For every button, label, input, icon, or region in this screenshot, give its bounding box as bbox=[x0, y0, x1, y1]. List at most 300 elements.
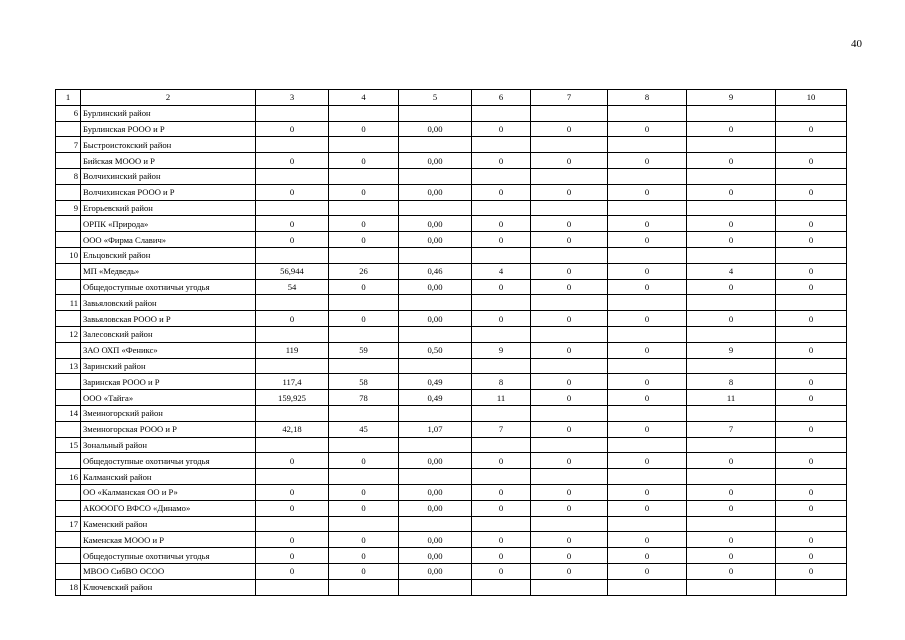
organization-row bbox=[56, 216, 847, 232]
table-cell: 0,50 bbox=[399, 342, 472, 358]
table-cell bbox=[399, 358, 472, 374]
table-cell: 0,00 bbox=[399, 153, 472, 169]
table-cell: 0 bbox=[472, 184, 531, 200]
table-cell: 0,00 bbox=[399, 548, 472, 564]
table-cell: 0 bbox=[608, 263, 687, 279]
table-cell bbox=[687, 137, 776, 153]
table-cell: 0 bbox=[472, 532, 531, 548]
table-cell: 0 bbox=[531, 311, 608, 327]
table-cell bbox=[472, 137, 531, 153]
table-cell: 0,00 bbox=[399, 121, 472, 137]
table-cell bbox=[531, 168, 608, 184]
table-cell bbox=[687, 105, 776, 121]
table-cell: 0 bbox=[776, 153, 847, 169]
column-header: 5 bbox=[399, 90, 472, 106]
organization-name: Змеиногорская РООО и Р bbox=[81, 421, 256, 437]
district-name: Егорьевский район bbox=[81, 200, 256, 216]
organization-name: ЗАО ОХП «Феникс» bbox=[81, 342, 256, 358]
table-cell bbox=[329, 358, 399, 374]
table-cell bbox=[329, 200, 399, 216]
table-cell: 0 bbox=[531, 184, 608, 200]
table-cell: 0 bbox=[776, 374, 847, 390]
district-row bbox=[56, 326, 847, 342]
table-cell: 0 bbox=[776, 184, 847, 200]
table-cell: 0 bbox=[776, 279, 847, 295]
table-cell: 0 bbox=[776, 216, 847, 232]
table-cell bbox=[399, 137, 472, 153]
table-cell: 0 bbox=[608, 390, 687, 406]
column-header: 4 bbox=[329, 90, 399, 106]
table-cell bbox=[329, 516, 399, 532]
table-cell: 0 bbox=[687, 484, 776, 500]
table-cell bbox=[608, 358, 687, 374]
organization-row bbox=[56, 184, 847, 200]
district-name: Завьяловский район bbox=[81, 295, 256, 311]
table-cell bbox=[776, 200, 847, 216]
table-cell: 0 bbox=[776, 548, 847, 564]
table-cell: 0 bbox=[531, 216, 608, 232]
table-cell bbox=[531, 469, 608, 485]
table-cell bbox=[399, 247, 472, 263]
table-cell: 0 bbox=[329, 184, 399, 200]
row-number bbox=[56, 232, 81, 248]
table-cell: 11 bbox=[472, 390, 531, 406]
district-name: Калманский район bbox=[81, 469, 256, 485]
table-cell: 0 bbox=[776, 121, 847, 137]
table-cell: 0 bbox=[329, 563, 399, 579]
table-cell: 0 bbox=[531, 563, 608, 579]
row-number: 13 bbox=[56, 358, 81, 374]
table-cell: 0 bbox=[687, 153, 776, 169]
table-cell: 0 bbox=[608, 500, 687, 516]
row-number: 12 bbox=[56, 326, 81, 342]
table-cell bbox=[687, 579, 776, 595]
table-cell: 0 bbox=[687, 563, 776, 579]
data-table bbox=[55, 89, 847, 596]
organization-name: АКОООГО ВФСО «Динамо» bbox=[81, 500, 256, 516]
organization-row bbox=[56, 153, 847, 169]
table-cell: 0 bbox=[531, 421, 608, 437]
organization-row bbox=[56, 263, 847, 279]
organization-name: Бийская МООО и Р bbox=[81, 153, 256, 169]
table-cell bbox=[687, 358, 776, 374]
district-name: Заринский район bbox=[81, 358, 256, 374]
table-cell: 0 bbox=[329, 500, 399, 516]
table-cell: 7 bbox=[687, 421, 776, 437]
row-number bbox=[56, 374, 81, 390]
district-row bbox=[56, 137, 847, 153]
table-cell bbox=[608, 200, 687, 216]
row-number bbox=[56, 153, 81, 169]
table-cell: 0 bbox=[687, 121, 776, 137]
table-cell bbox=[472, 405, 531, 421]
row-number bbox=[56, 342, 81, 358]
table-cell: 0 bbox=[608, 279, 687, 295]
table-cell: 0,00 bbox=[399, 232, 472, 248]
table-cell bbox=[608, 437, 687, 453]
table-cell bbox=[776, 579, 847, 595]
table-cell: 1,07 bbox=[399, 421, 472, 437]
table-cell: 0 bbox=[256, 216, 329, 232]
table-cell bbox=[256, 516, 329, 532]
district-row bbox=[56, 105, 847, 121]
table-cell: 0 bbox=[687, 184, 776, 200]
table-cell bbox=[608, 137, 687, 153]
table-cell: 0,00 bbox=[399, 563, 472, 579]
table-cell bbox=[776, 437, 847, 453]
table-cell: 0 bbox=[608, 548, 687, 564]
table-cell bbox=[399, 200, 472, 216]
table-cell: 8 bbox=[472, 374, 531, 390]
table-cell bbox=[472, 579, 531, 595]
table-cell: 0 bbox=[531, 548, 608, 564]
table-cell: 0 bbox=[531, 500, 608, 516]
table-cell bbox=[329, 137, 399, 153]
table-cell: 0,49 bbox=[399, 390, 472, 406]
column-header: 2 bbox=[81, 90, 256, 106]
table-cell: 0,49 bbox=[399, 374, 472, 390]
table-cell: 0 bbox=[531, 232, 608, 248]
table-cell: 0 bbox=[472, 311, 531, 327]
table-cell: 0 bbox=[608, 311, 687, 327]
table-cell: 0 bbox=[608, 563, 687, 579]
column-header: 9 bbox=[687, 90, 776, 106]
table-cell: 0 bbox=[472, 153, 531, 169]
table-cell: 0,00 bbox=[399, 453, 472, 469]
table-cell: 7 bbox=[472, 421, 531, 437]
table-cell: 0 bbox=[329, 548, 399, 564]
table-cell bbox=[608, 326, 687, 342]
table-cell: 0 bbox=[608, 421, 687, 437]
table-cell bbox=[608, 168, 687, 184]
table-cell bbox=[687, 469, 776, 485]
district-name: Ельцовский район bbox=[81, 247, 256, 263]
row-number: 8 bbox=[56, 168, 81, 184]
table-cell: 0 bbox=[329, 153, 399, 169]
table-cell: 0 bbox=[256, 153, 329, 169]
table-cell: 0,00 bbox=[399, 184, 472, 200]
table-cell: 0 bbox=[687, 232, 776, 248]
table-cell: 0 bbox=[608, 532, 687, 548]
organization-row bbox=[56, 500, 847, 516]
organization-row bbox=[56, 279, 847, 295]
organization-row bbox=[56, 232, 847, 248]
table-cell: 9 bbox=[687, 342, 776, 358]
row-number bbox=[56, 563, 81, 579]
district-row bbox=[56, 516, 847, 532]
column-header: 1 bbox=[56, 90, 81, 106]
table-cell: 0 bbox=[531, 342, 608, 358]
table-cell: 0 bbox=[608, 184, 687, 200]
table-cell: 0 bbox=[472, 232, 531, 248]
table-cell: 0 bbox=[687, 279, 776, 295]
table-cell bbox=[687, 168, 776, 184]
organization-name: Бурлинская РООО и Р bbox=[81, 121, 256, 137]
table-cell: 0 bbox=[608, 374, 687, 390]
table-cell: 0 bbox=[329, 532, 399, 548]
table-cell: 0 bbox=[776, 532, 847, 548]
table-cell: 0 bbox=[472, 216, 531, 232]
table-cell bbox=[531, 405, 608, 421]
table-cell: 54 bbox=[256, 279, 329, 295]
table-cell bbox=[776, 168, 847, 184]
table-cell bbox=[687, 405, 776, 421]
table-cell: 26 bbox=[329, 263, 399, 279]
row-number: 7 bbox=[56, 137, 81, 153]
table-cell: 9 bbox=[472, 342, 531, 358]
table-cell bbox=[472, 469, 531, 485]
table-cell bbox=[329, 295, 399, 311]
table-cell bbox=[531, 516, 608, 532]
table-cell: 0 bbox=[608, 232, 687, 248]
table-cell bbox=[608, 405, 687, 421]
organization-row bbox=[56, 453, 847, 469]
row-number bbox=[56, 121, 81, 137]
district-name: Каменский район bbox=[81, 516, 256, 532]
table-cell: 0 bbox=[687, 532, 776, 548]
table-cell: 0 bbox=[256, 548, 329, 564]
table-cell: 11 bbox=[687, 390, 776, 406]
organization-row bbox=[56, 311, 847, 327]
table-cell bbox=[329, 437, 399, 453]
table-cell: 0 bbox=[531, 263, 608, 279]
organization-row bbox=[56, 484, 847, 500]
table-cell: 0 bbox=[531, 374, 608, 390]
table-cell: 0 bbox=[608, 342, 687, 358]
table-cell bbox=[472, 168, 531, 184]
table-cell: 0 bbox=[472, 500, 531, 516]
table-cell: 0,00 bbox=[399, 500, 472, 516]
row-number bbox=[56, 216, 81, 232]
table-cell bbox=[531, 247, 608, 263]
table-cell bbox=[687, 200, 776, 216]
table-cell: 0 bbox=[608, 484, 687, 500]
table-cell bbox=[256, 579, 329, 595]
table-cell bbox=[472, 247, 531, 263]
table-cell bbox=[687, 247, 776, 263]
row-number: 11 bbox=[56, 295, 81, 311]
table-cell: 0 bbox=[531, 484, 608, 500]
table-cell: 0 bbox=[256, 484, 329, 500]
table-cell: 58 bbox=[329, 374, 399, 390]
table-cell: 0 bbox=[776, 232, 847, 248]
table-cell: 0 bbox=[472, 563, 531, 579]
table-cell: 0 bbox=[329, 216, 399, 232]
table-cell bbox=[687, 516, 776, 532]
table-cell: 0,00 bbox=[399, 279, 472, 295]
table-cell: 0 bbox=[472, 121, 531, 137]
table-cell: 0 bbox=[776, 390, 847, 406]
organization-row bbox=[56, 548, 847, 564]
table-cell bbox=[399, 326, 472, 342]
table-cell: 0 bbox=[531, 153, 608, 169]
table-cell bbox=[399, 295, 472, 311]
organization-row bbox=[56, 374, 847, 390]
organization-row bbox=[56, 121, 847, 137]
table-cell: 0 bbox=[608, 153, 687, 169]
table-header-row bbox=[56, 90, 847, 106]
table-cell: 0 bbox=[531, 121, 608, 137]
table-cell: 0,00 bbox=[399, 311, 472, 327]
table-cell: 0 bbox=[472, 279, 531, 295]
organization-name: ОО «Калманская ОО и Р» bbox=[81, 484, 256, 500]
table-cell bbox=[256, 247, 329, 263]
organization-name: ОРПК «Природа» bbox=[81, 216, 256, 232]
table-cell: 0,00 bbox=[399, 532, 472, 548]
table-cell bbox=[776, 137, 847, 153]
district-name: Зональный район bbox=[81, 437, 256, 453]
table-cell bbox=[399, 437, 472, 453]
organization-name: Каменская МООО и Р bbox=[81, 532, 256, 548]
table-cell: 159,925 bbox=[256, 390, 329, 406]
table-cell: 0 bbox=[776, 421, 847, 437]
table-cell bbox=[472, 437, 531, 453]
table-cell bbox=[472, 105, 531, 121]
table-cell: 0 bbox=[472, 484, 531, 500]
district-row bbox=[56, 247, 847, 263]
table-cell bbox=[256, 358, 329, 374]
organization-row bbox=[56, 390, 847, 406]
district-row bbox=[56, 437, 847, 453]
table-cell bbox=[608, 579, 687, 595]
row-number bbox=[56, 500, 81, 516]
district-row bbox=[56, 168, 847, 184]
table-cell: 0 bbox=[472, 453, 531, 469]
table-cell: 0 bbox=[329, 121, 399, 137]
row-number: 18 bbox=[56, 579, 81, 595]
table-cell: 0 bbox=[776, 342, 847, 358]
table-cell: 42,18 bbox=[256, 421, 329, 437]
table-cell: 0,00 bbox=[399, 216, 472, 232]
row-number: 16 bbox=[56, 469, 81, 485]
row-number: 10 bbox=[56, 247, 81, 263]
table-cell bbox=[608, 105, 687, 121]
table-cell: 0 bbox=[531, 532, 608, 548]
table-cell: 0 bbox=[531, 453, 608, 469]
organization-name: ООО «Тайга» bbox=[81, 390, 256, 406]
organization-name: Общедоступные охотничьи угодья bbox=[81, 279, 256, 295]
table-cell: 78 bbox=[329, 390, 399, 406]
table-cell: 117,4 bbox=[256, 374, 329, 390]
table-cell bbox=[256, 168, 329, 184]
table-cell bbox=[399, 579, 472, 595]
table-cell bbox=[776, 516, 847, 532]
table-cell: 119 bbox=[256, 342, 329, 358]
table-cell: 0,00 bbox=[399, 484, 472, 500]
row-number bbox=[56, 453, 81, 469]
table-cell bbox=[329, 326, 399, 342]
column-header: 3 bbox=[256, 90, 329, 106]
row-number bbox=[56, 548, 81, 564]
table-cell: 0 bbox=[776, 484, 847, 500]
table-cell bbox=[256, 437, 329, 453]
row-number bbox=[56, 484, 81, 500]
table-cell bbox=[776, 326, 847, 342]
organization-name: МП «Медведь» bbox=[81, 263, 256, 279]
organization-name: Общедоступные охотничьи угодья bbox=[81, 548, 256, 564]
table-cell: 56,944 bbox=[256, 263, 329, 279]
table-cell: 0 bbox=[531, 390, 608, 406]
table-cell bbox=[472, 295, 531, 311]
table-cell bbox=[776, 295, 847, 311]
table-cell: 0 bbox=[776, 500, 847, 516]
row-number bbox=[56, 263, 81, 279]
table-cell bbox=[531, 200, 608, 216]
table-cell bbox=[531, 105, 608, 121]
district-row bbox=[56, 200, 847, 216]
table-cell bbox=[776, 358, 847, 374]
table-cell bbox=[687, 326, 776, 342]
table-cell: 0 bbox=[776, 263, 847, 279]
table-cell bbox=[329, 469, 399, 485]
organization-row bbox=[56, 421, 847, 437]
district-name: Быстроистокский район bbox=[81, 137, 256, 153]
column-header: 10 bbox=[776, 90, 847, 106]
table-cell bbox=[776, 247, 847, 263]
row-number bbox=[56, 390, 81, 406]
column-header: 7 bbox=[531, 90, 608, 106]
column-header: 8 bbox=[608, 90, 687, 106]
table-cell bbox=[256, 295, 329, 311]
row-number bbox=[56, 279, 81, 295]
table-cell bbox=[399, 516, 472, 532]
table-cell: 0 bbox=[776, 453, 847, 469]
table-cell: 0 bbox=[608, 216, 687, 232]
table-cell: 59 bbox=[329, 342, 399, 358]
table-cell: 8 bbox=[687, 374, 776, 390]
table-cell: 0 bbox=[608, 453, 687, 469]
table-cell: 0 bbox=[472, 548, 531, 564]
row-number: 9 bbox=[56, 200, 81, 216]
row-number: 15 bbox=[56, 437, 81, 453]
table-cell bbox=[687, 437, 776, 453]
row-number bbox=[56, 184, 81, 200]
organization-name: Заринская РООО и Р bbox=[81, 374, 256, 390]
table-cell: 0 bbox=[687, 311, 776, 327]
row-number bbox=[56, 421, 81, 437]
table-cell bbox=[329, 247, 399, 263]
table-cell: 0 bbox=[256, 232, 329, 248]
row-number bbox=[56, 532, 81, 548]
table-cell: 0 bbox=[687, 548, 776, 564]
district-name: Ключевский район bbox=[81, 579, 256, 595]
table-cell bbox=[256, 326, 329, 342]
district-row bbox=[56, 405, 847, 421]
table-cell bbox=[399, 469, 472, 485]
district-row bbox=[56, 358, 847, 374]
table-cell bbox=[329, 105, 399, 121]
table-cell bbox=[608, 295, 687, 311]
table-cell bbox=[472, 516, 531, 532]
district-name: Бурлинский район bbox=[81, 105, 256, 121]
table-cell: 0 bbox=[256, 121, 329, 137]
table-cell bbox=[531, 358, 608, 374]
table-cell bbox=[776, 105, 847, 121]
row-number: 17 bbox=[56, 516, 81, 532]
organization-name: ООО «Фирма Славич» bbox=[81, 232, 256, 248]
table-cell bbox=[531, 326, 608, 342]
table-cell: 0 bbox=[256, 311, 329, 327]
table-cell bbox=[329, 405, 399, 421]
table-cell: 0 bbox=[776, 563, 847, 579]
table-cell bbox=[256, 137, 329, 153]
table-cell: 0 bbox=[329, 484, 399, 500]
table-cell bbox=[399, 105, 472, 121]
table-cell bbox=[399, 405, 472, 421]
table-cell bbox=[776, 469, 847, 485]
table-cell: 0 bbox=[608, 121, 687, 137]
table-cell bbox=[531, 437, 608, 453]
